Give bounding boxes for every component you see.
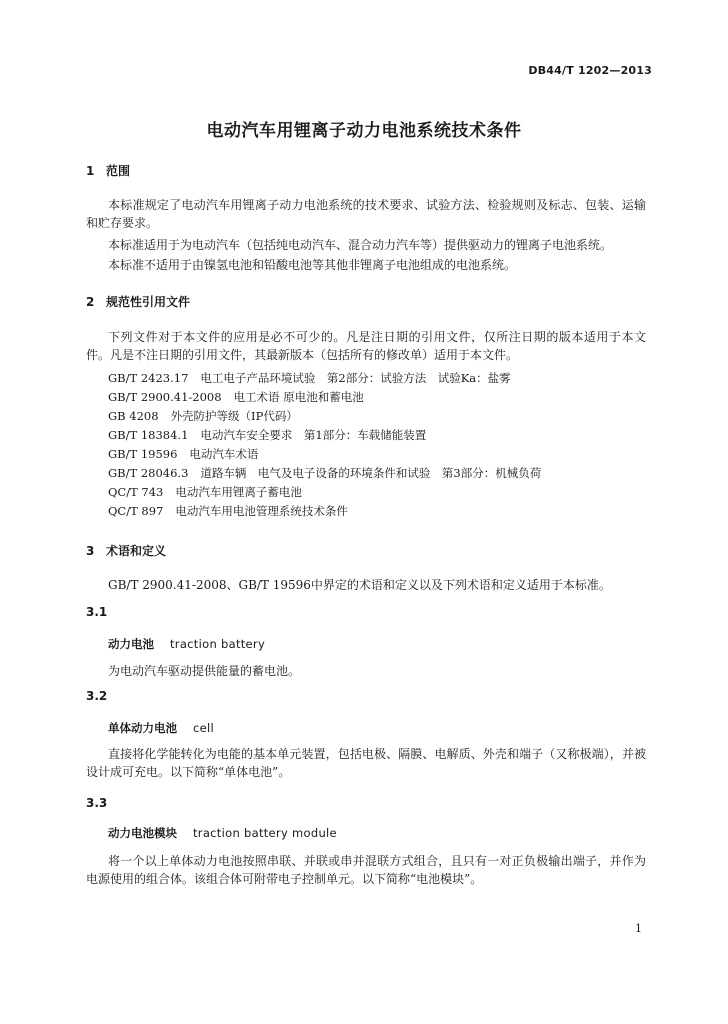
section-number: 2 (86, 295, 95, 309)
reference-title: 电工术语 原电池和蓄电池 (233, 390, 364, 404)
term-heading (108, 720, 214, 736)
section-1-heading (86, 162, 130, 179)
scope-paragraph-1: 本标准规定了电动汽车用锂离子动力电池系统的技术要求、试验方法、检验规则及标志、包装、运输和贮存要求。 (86, 198, 646, 230)
term-number: 3.3 (86, 796, 108, 810)
reference-code: QC/T 743 (108, 485, 164, 499)
reference-title: 电工电子产品环境试验 第2部分：试验方法 试验Ka：盐雾 (200, 371, 511, 385)
reference-title: 外壳防护等级（IP代码） (170, 409, 298, 423)
reference-title: 道路车辆 电气及电子设备的环境条件和试验 第3部分：机械负荷 (200, 466, 542, 480)
reference-code: GB/T 2900.41-2008 (108, 390, 222, 404)
reference-item (108, 446, 258, 462)
section-number: 3 (86, 544, 95, 558)
page-number: 1 (635, 922, 642, 935)
standard-code: DB44/T 1202—2013 (528, 64, 652, 77)
normative-intro: 下列文件对于本文件的应用是必不可少的。凡是注日期的引用文件，仅所注日期的版本适用于本文件。凡是不注日期的引用文件，其最新版本（包括所有的修改单）适用于本文件。 (86, 330, 646, 362)
reference-item (108, 484, 302, 500)
reference-title: 电动汽车用锂离子蓄电池 (175, 485, 302, 499)
scope-paragraph-2: 本标准适用于为电动汽车（包括纯电动汽车、混合动力汽车等）提供驱动力的锂离子电池系统。 (108, 238, 613, 252)
term-chinese: 动力电池 (108, 637, 154, 651)
term-chinese: 动力电池模块 (108, 826, 177, 840)
reference-item (108, 465, 541, 481)
reference-code: QC/T 897 (108, 504, 164, 518)
term-number: 3.1 (86, 605, 108, 619)
term-definition: 将一个以上单体动力电池按照串联、并联或串并混联方式组合，且只有一对正负极输出端子，并作为电源使用的组合体。该组合体可附带电子控制单元。以下简称“电池模块”。 (86, 854, 646, 886)
term-english: traction battery module (193, 826, 337, 840)
term-definition: 为电动汽车驱动提供能量的蓄电池。 (108, 664, 301, 678)
term-english: cell (193, 721, 214, 735)
document-title: 电动汽车用锂离子动力电池系统技术条件 (206, 121, 522, 141)
term-chinese: 单体动力电池 (108, 721, 177, 735)
section-title: 术语和定义 (106, 544, 167, 558)
reference-item (108, 427, 426, 443)
section-number: 1 (86, 164, 95, 178)
reference-item (108, 389, 364, 405)
reference-title: 电动汽车用电池管理系统技术条件 (175, 504, 348, 518)
terms-intro: GB/T 2900.41-2008、GB/T 19596中界定的术语和定义以及下列术语和定义适用于本标准。 (108, 578, 611, 592)
reference-code: GB/T 19596 (108, 447, 178, 461)
reference-item (108, 503, 348, 519)
reference-title: 电动汽车术语 (189, 447, 259, 461)
section-title: 范围 (106, 164, 131, 178)
reference-code: GB/T 18384.1 (108, 428, 189, 442)
section-title: 规范性引用文件 (106, 295, 191, 309)
reference-code: GB/T 2423.17 (108, 371, 189, 385)
term-heading (108, 636, 265, 652)
term-number: 3.2 (86, 689, 108, 703)
term-english: traction battery (170, 637, 266, 651)
reference-code: GB/T 28046.3 (108, 466, 189, 480)
reference-title: 电动汽车安全要求 第1部分：车载储能装置 (200, 428, 427, 442)
scope-paragraph-3: 本标准不适用于由镍氢电池和铅酸电池等其他非锂离子电池组成的电池系统。 (108, 258, 517, 272)
reference-item (108, 370, 511, 386)
reference-item (108, 408, 298, 424)
section-3-heading (86, 542, 166, 559)
term-heading (108, 825, 337, 841)
reference-code: GB 4208 (108, 409, 159, 423)
term-definition: 直接将化学能转化为电能的基本单元装置，包括电极、隔膜、电解质、外壳和端子（又称极端），并被设计成可充电。以下简称“单体电池”。 (86, 747, 646, 779)
section-2-heading (86, 293, 190, 310)
